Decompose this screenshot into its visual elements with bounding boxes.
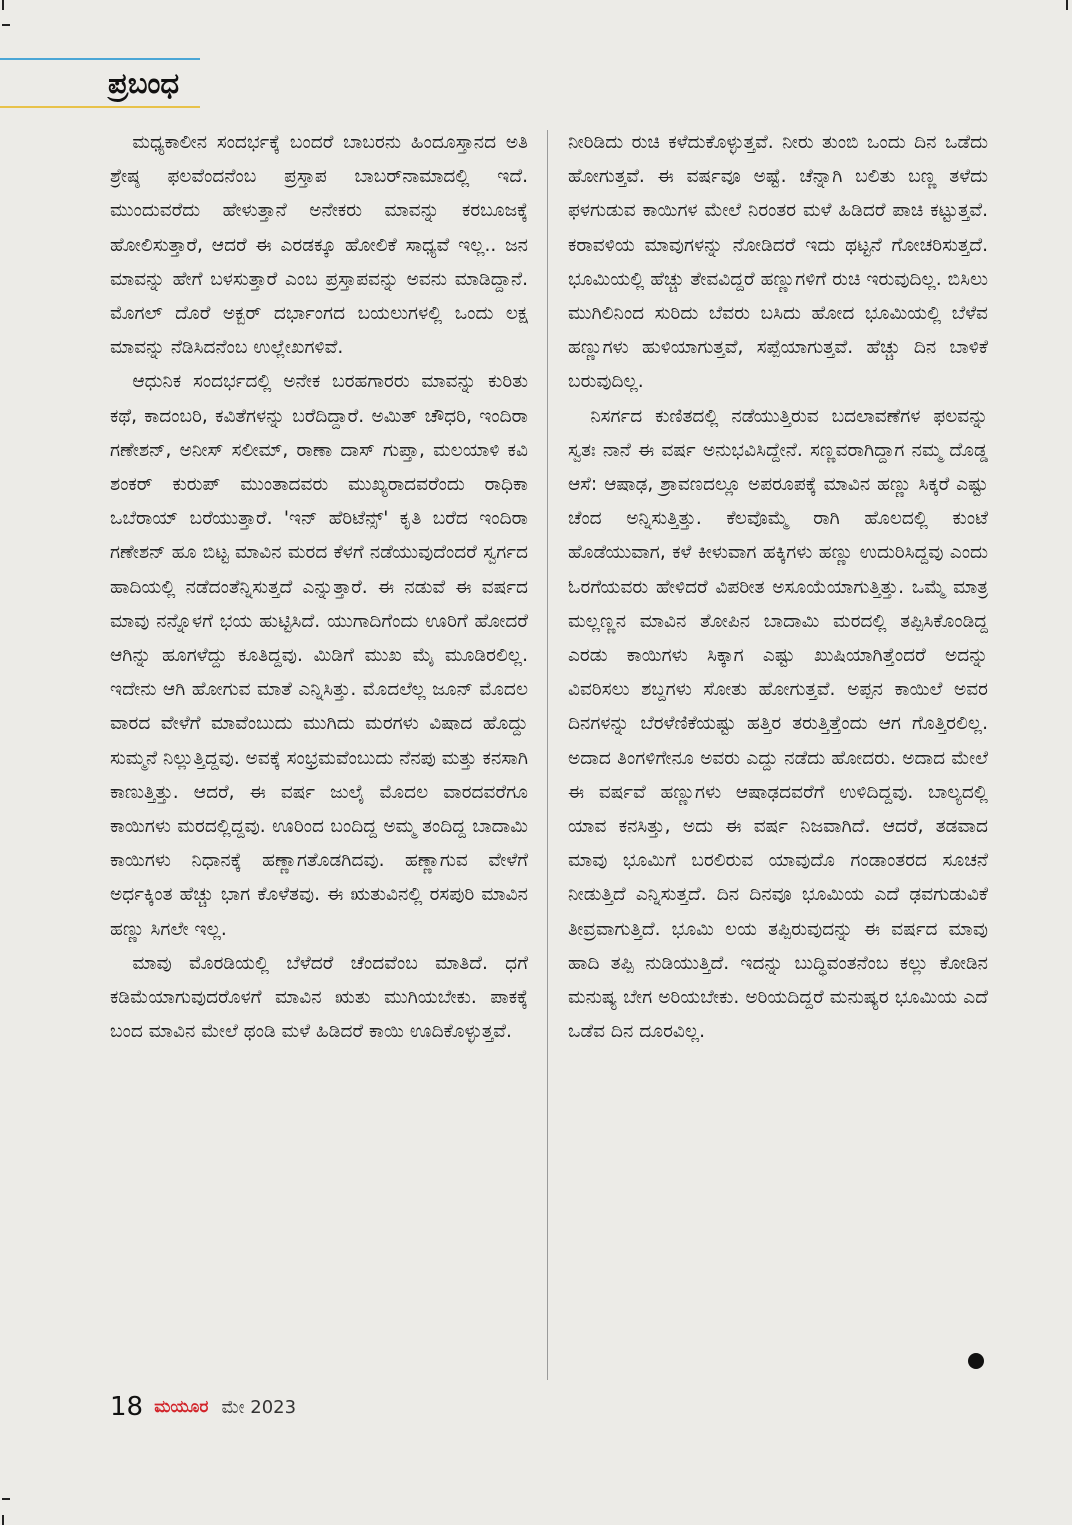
paragraph-continuation: ನೀರಿಡಿದು ರುಚಿ ಕಳೆದುಕೊಳ್ಳುತ್ತವೆ. ನೀರು ತುಂಬಿ ಒಂದು ದಿನ ಒಡೆದು ಹೋಗುತ್ತವೆ. ಈ ವರ್ಷವೂ ಅಷ್ಟೆ. ಚೆನ್ನಾಗಿ ಬಲಿತು ಬಣ್ಣ ತಳೆದು ಫಳಗುಡುವ ಕಾಯಿಗಳ ಮೇಲೆ ನಿರಂತರ ಮಳೆ ಹಿಡಿದರೆ ಪಾಚಿ ಕಟ್ಟುತ್ತವೆ. ಕರಾವಳಿಯ ಮಾವುಗಳನ್ನು ನೋಡಿದರೆ ಇದು ಥಟ್ಟನೆ ಗೋಚರಿಸುತ್ತದೆ. ಭೂಮಿಯಲ್ಲಿ ಹೆಚ್ಚು ತೇವವಿದ್ದರೆ ಹಣ್ಣುಗಳಿಗೆ ರುಚಿ ಇರುವುದಿಲ್ಲ. ಬಿಸಿಲು ಮುಗಿಲಿನಿಂದ ಸುರಿದು ಬೆವರು ಬಸಿದು ಹೋದ ಭೂಮಿಯಲ್ಲಿ ಬೆಳೆವ ಹಣ್ಣುಗಳು ಹುಳಿಯಾಗುತ್ತವೆ, ಸಪ್ಪೆಯಾಗುತ್ತವೆ. ಹೆಚ್ಚು ದಿನ ಬಾಳಿಕೆ ಬರುವುದಿಲ್ಲ. [568, 132, 988, 393]
header-rule-bottom [0, 106, 200, 108]
section-title: ಪ್ರಬಂಧ [108, 66, 180, 100]
paragraph: ಮಧ್ಯಕಾಲೀನ ಸಂದರ್ಭಕ್ಕೆ ಬಂದರೆ ಬಾಬರನು ಹಿಂದೂಸ್ತಾನದ ಅತಿ ಶ್ರೇಷ್ಠ ಫಲವೆಂದನೆಂಬ ಪ್ರಸ್ತಾಪ ಬಾಬರ್‌ನಾಮಾದಲ್ಲಿ ಇದೆ. ಮುಂದುವರೆದು ಹೇಳುತ್ತಾನೆ ಅನೇಕರು ಮಾವನ್ನು ಕರಬೂಜಕ್ಕೆ ಹೋಲಿಸುತ್ತಾರೆ, ಆದರೆ ಈ ಎರಡಕ್ಕೂ ಹೋಲಿಕೆ ಸಾಧ್ಯವೆ ಇಲ್ಲ.. ಜನ ಮಾವನ್ನು ಹೇಗೆ ಬಳಸುತ್ತಾರೆ ಎಂಬ ಪ್ರಸ್ತಾಪವನ್ನು ಅವನು ಮಾಡಿದ್ದಾನೆ. ಮೊಗಲ್ ದೊರೆ ಅಕ್ಬರ್ ದರ್ಭಾಂಗದ ಬಯಲುಗಳಲ್ಲಿ ಒಂದು ಲಕ್ಷ ಮಾವನ್ನು ನೆಡಿಸಿದನೆಂಬ ಉಲ್ಲೇಖಗಳಿವೆ. [110, 132, 528, 359]
crop-mark-left-lower [2, 1498, 10, 1500]
article-end-mark [968, 1353, 984, 1369]
page-footer [110, 1392, 296, 1432]
section-header [0, 58, 200, 110]
article-column-left [110, 126, 528, 1049]
column-divider [547, 130, 548, 1380]
magazine-logo: ಮಯೂರ [154, 1397, 209, 1417]
issue-date: ಮೇ 2023 [221, 1396, 297, 1418]
page-number: 18 [110, 1392, 144, 1422]
article-column-right [568, 126, 988, 1049]
paragraph: ನಿಸರ್ಗದ ಕುಣಿತದಲ್ಲಿ ನಡೆಯುತ್ತಿರುವ ಬದಲಾವಣೆಗಳ ಫಲವನ್ನು ಸ್ವತಃ ನಾನೆ ಈ ವರ್ಷ ಅನುಭವಿಸಿದ್ದೇನೆ. ಸಣ್ಣವರಾಗಿದ್ದಾಗ ನಮ್ಮ ದೊಡ್ಡ ಆಸೆ: ಆಷಾಢ, ಶ್ರಾವಣದಲ್ಲೂ ಅಪರೂಪಕ್ಕೆ ಮಾವಿನ ಹಣ್ಣು ಸಿಕ್ಕರೆ ಎಷ್ಟು ಚೆಂದ ಅನ್ನಿಸುತ್ತಿತ್ತು. ಕೆಲವೊಮ್ಮೆ ರಾಗಿ ಹೊಲದಲ್ಲಿ ಕುಂಟೆ ಹೊಡೆಯುವಾಗ, ಕಳೆ ಕೀಳುವಾಗ ಹಕ್ಕಿಗಳು ಹಣ್ಣು ಉದುರಿಸಿದ್ದವು ಎಂದು ಓರಗೆಯವರು ಹೇಳಿದರೆ ವಿಪರೀತ ಅಸೂಯೆಯಾಗುತ್ತಿತ್ತು. ಒಮ್ಮೆ ಮಾತ್ರ ಮಲ್ಲಣ್ಣನ ಮಾವಿನ ತೋಪಿನ ಬಾದಾಮಿ ಮರದಲ್ಲಿ ತಪ್ಪಿಸಿಕೊಂಡಿದ್ದ ಎರಡು ಕಾಯಿಗಳು ಸಿಕ್ಕಾಗ ಎಷ್ಟು ಖುಷಿಯಾಗಿತ್ತೆಂದರೆ ಅದನ್ನು ವಿವರಿಸಲು ಶಬ್ದಗಳು ಸೋತು ಹೋಗುತ್ತವೆ. ಅಪ್ಪನ ಕಾಯಿಲೆ ಅವರ ದಿನಗಳನ್ನು ಬೆರಳೆಣಿಕೆಯಷ್ಟು ಹತ್ತಿರ ತರುತ್ತಿತ್ತೆಂದು ಆಗ ಗೊತ್ತಿರಲಿಲ್ಲ. ಅದಾದ ತಿಂಗಳಿಗೇನೂ ಅವರು ಎದ್ದು ನಡೆದು ಹೋದರು. ಅದಾದ ಮೇಲೆ ಈ ವರ್ಷವೆ ಹಣ್ಣುಗಳು ಆಷಾಢದವರೆಗೆ ಉಳಿದಿದ್ದವು. ಬಾಲ್ಯದಲ್ಲಿ ಯಾವ ಕನಸಿತ್ತು, ಅದು ಈ ವರ್ಷ ನಿಜವಾಗಿದೆ. ಆದರೆ, ತಡವಾದ ಮಾವು ಭೂಮಿಗೆ ಬರಲಿರುವ ಯಾವುದೊ ಗಂಡಾಂತರದ ಸೂಚನೆ ನೀಡುತ್ತಿದೆ ಎನ್ನಿಸುತ್ತದೆ. ದಿನ ದಿನವೂ ಭೂಮಿಯ ಎದೆ ಢವಗುಡುವಿಕೆ ತೀವ್ರವಾಗುತ್ತಿದೆ. ಭೂಮಿ ಲಯ ತಪ್ಪಿರುವುದನ್ನು ಈ ವರ್ಷದ ಮಾವು ಹಾದಿ ತಪ್ಪಿ ನುಡಿಯುತ್ತಿದೆ. ಇದನ್ನು ಬುದ್ಧಿವಂತನೆಂಬ ಕಲ್ಲು ಕೋಡಿನ ಮನುಷ್ಯ ಬೇಗ ಅರಿಯಬೇಕು. ಅರಿಯದಿದ್ದರೆ ಮನುಷ್ಯರ ಭೂಮಿಯ ಎದೆ ಒಡೆವ ದಿನ ದೂರವಿಲ್ಲ. [568, 405, 988, 1043]
paragraph: ಆಧುನಿಕ ಸಂದರ್ಭದಲ್ಲಿ ಅನೇಕ ಬರಹಗಾರರು ಮಾವನ್ನು ಕುರಿತು ಕಥೆ, ಕಾದಂಬರಿ, ಕವಿತೆಗಳನ್ನು ಬರೆದಿದ್ದಾರೆ. ಅಮಿತ್ ಚೌಧರಿ, ಇಂದಿರಾ ಗಣೇಶನ್, ಅನೀಸ್ ಸಲೀಮ್, ರಾಣಾ ದಾಸ್ ಗುಪ್ತಾ, ಮಲಯಾಳಿ ಕವಿ ಶಂಕರ್ ಕುರುಪ್ ಮುಂತಾದವರು ಮುಖ್ಯರಾದವರೆಂದು ರಾಧಿಕಾ ಒಬೆರಾಯ್ ಬರೆಯುತ್ತಾರೆ. 'ಇನ್ ಹೆರಿಟೆನ್ಸ್' ಕೃತಿ ಬರೆದ ಇಂದಿರಾ ಗಣೇಶನ್ ಹೂ ಬಿಟ್ಟ ಮಾವಿನ ಮರದ ಕೆಳಗೆ ನಡೆಯುವುದೆಂದರೆ ಸ್ವರ್ಗದ ಹಾದಿಯಲ್ಲಿ ನಡೆದಂತೆನ್ನಿಸುತ್ತದೆ ಎನ್ನುತ್ತಾರೆ. ಈ ನಡುವೆ ಈ ವರ್ಷದ ಮಾವು ನನ್ನೊಳಗೆ ಭಯ ಹುಟ್ಟಿಸಿದೆ. ಯುಗಾದಿಗೆಂದು ಊರಿಗೆ ಹೋದರೆ ಆಗಿನ್ನು ಹೂಗಳೆದ್ದು ಕೂತಿದ್ದವು. ಮಿಡಿಗೆ ಮುಖ ಮೈ ಮೂಡಿರಲಿಲ್ಲ. ಇದೇನು ಆಗಿ ಹೋಗುವ ಮಾತೆ ಎನ್ನಿಸಿತ್ತು. ಮೊದಲೆಲ್ಲ ಜೂನ್ ಮೊದಲ ವಾರದ ವೇಳೆಗೆ ಮಾವೆಂಬುದು ಮುಗಿದು ಮರಗಳು ವಿಷಾದ ಹೊದ್ದು ಸುಮ್ಮನೆ ನಿಲ್ಲುತ್ತಿದ್ದವು. ಅವಕ್ಕೆ ಸಂಭ್ರಮವೆಂಬುದು ನೆನಪು ಮತ್ತು ಕನಸಾಗಿ ಕಾಣುತ್ತಿತ್ತು. ಆದರೆ, ಈ ವರ್ಷ ಜುಲೈ ಮೊದಲ ವಾರದವರೆಗೂ ಕಾಯಿಗಳು ಮರದಲ್ಲಿದ್ದವು. ಊರಿಂದ ಬಂದಿದ್ದ ಅಮ್ಮ ತಂದಿದ್ದ ಬಾದಾಮಿ ಕಾಯಿಗಳು ನಿಧಾನಕ್ಕೆ ಹಣ್ಣಾಗತೊಡಗಿದವು. ಹಣ್ಣಾಗುವ ವೇಳೆಗೆ ಅರ್ಧಕ್ಕಿಂತ ಹೆಚ್ಚು ಭಾಗ ಕೊಳೆತವು. ಈ ಋತುವಿನಲ್ಲಿ ರಸಪುರಿ ಮಾವಿನ ಹಣ್ಣು ಸಿಗಲೇ ಇಲ್ಲ. [110, 371, 528, 940]
paragraph: ಮಾವು ಮೊರಡಿಯಲ್ಲಿ ಬೆಳೆದರೆ ಚೆಂದವೆಂಬ ಮಾತಿದೆ. ಧಗೆ ಕಡಿಮೆಯಾಗುವುದರೊಳಗೆ ಮಾವಿನ ಋತು ಮುಗಿಯಬೇಕು. ಪಾಕಕ್ಕೆ ಬಂದ ಮಾವಿನ ಮೇಲೆ ಥಂಡಿ ಮಳೆ ಹಿಡಿದರೆ ಕಾಯಿ ಊದಿಕೊಳ್ಳುತ್ತವೆ. [110, 952, 528, 1043]
crop-mark-left-upper [2, 24, 10, 26]
crop-mark-bottom-left [2, 1515, 4, 1525]
header-rule-top [0, 58, 200, 60]
crop-mark-top-left [2, 0, 4, 10]
crop-mark-top-right [1066, 0, 1068, 10]
